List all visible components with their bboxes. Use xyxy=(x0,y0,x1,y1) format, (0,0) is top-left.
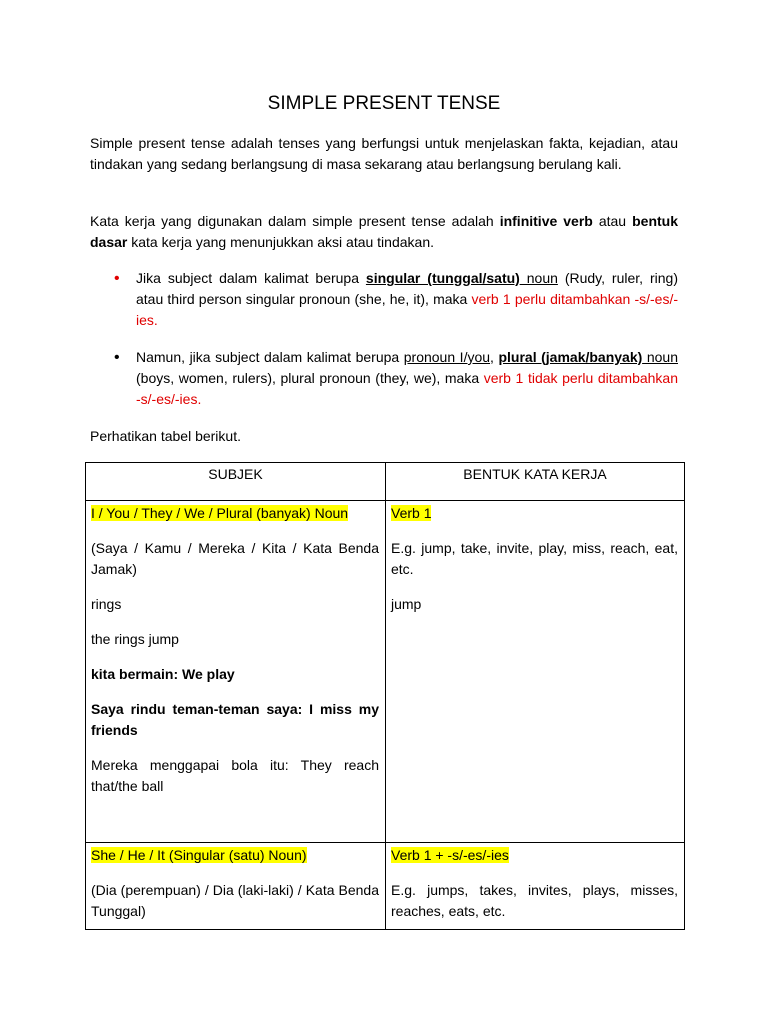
subject-meaning: (Saya / Kamu / Mereka / Kita / Kata Benda Jamak) xyxy=(91,540,379,577)
verb-title: Verb 1 xyxy=(391,505,432,521)
example-sentence: the rings jump xyxy=(91,631,179,647)
verb-form-table xyxy=(85,462,685,930)
subject-cell-plural xyxy=(86,501,386,843)
verb-examples: E.g. jumps, takes, invites, plays, misses, reaches, eats, etc. xyxy=(391,882,678,919)
verb-cell-plural xyxy=(386,501,685,843)
table-row xyxy=(86,501,685,843)
subject-title: I / You / They / We / Plural (banyak) Noun xyxy=(91,505,349,521)
header-subjek: SUBJEK xyxy=(86,463,386,501)
verb-example: jump xyxy=(391,596,422,612)
bullet-plural: Namun, jika subject dalam kalimat berupa pronoun I/you, plural (jamak/banyak) noun (boys, women, rulers), plural pronoun (they, we), maka verb 1 tidak perlu ditambahkan -s/-es/-ies. xyxy=(136,349,678,407)
verb-paragraph: Kata kerja yang digunakan dalam simple present tense adalah infinitive verb atau bentuk dasar kata kerja yang menunjukkan aksi atau tindakan. xyxy=(90,213,678,250)
subject-example: rings xyxy=(91,596,122,612)
verb-title: Verb 1 + -s/-es/-ies xyxy=(391,847,509,863)
subject-meaning: (Dia (perempuan) / Dia (laki-laki) / Kata Benda Tunggal) xyxy=(91,882,379,919)
table-header-row xyxy=(86,463,685,501)
subject-cell-singular xyxy=(86,843,386,930)
example-sentence: Mereka menggapai bola itu: They reach that/the ball xyxy=(91,757,379,794)
intro-paragraph: Simple present tense adalah tenses yang berfungsi untuk menjelaskan fakta, kejadian, atau tindakan yang sedang berlangsung di masa sekarang atau berlangsung berulang kali. xyxy=(90,135,678,172)
bentuk-dasar-term: bentuk dasar xyxy=(90,213,678,250)
infinitive-verb-term: infinitive verb xyxy=(499,213,593,229)
header-bentuk-kata-kerja: BENTUK KATA KERJA xyxy=(386,463,685,501)
subject-title: She / He / It (Singular (satu) Noun) xyxy=(91,847,307,863)
bullet-red-icon: • xyxy=(114,270,120,287)
example-sentence: Saya rindu teman-teman saya: I miss my friends xyxy=(91,701,379,738)
page-title: SIMPLE PRESENT TENSE xyxy=(267,93,501,114)
table-row xyxy=(86,843,685,930)
verb-examples: E.g. jump, take, invite, play, miss, reach, eat, etc. xyxy=(391,540,678,577)
bullet-singular: Jika subject dalam kalimat berupa singular (tunggal/satu) noun (Rudy, ruler, ring) atau third person singular pronoun (she, he, it), maka verb 1 perlu ditambahkan -s/-es/-ies. xyxy=(136,270,678,328)
verb-cell-singular xyxy=(386,843,685,930)
table-intro: Perhatikan tabel berikut. xyxy=(90,428,241,444)
example-sentence: kita bermain: We play xyxy=(91,666,235,682)
bullet-black-icon: • xyxy=(114,349,120,366)
